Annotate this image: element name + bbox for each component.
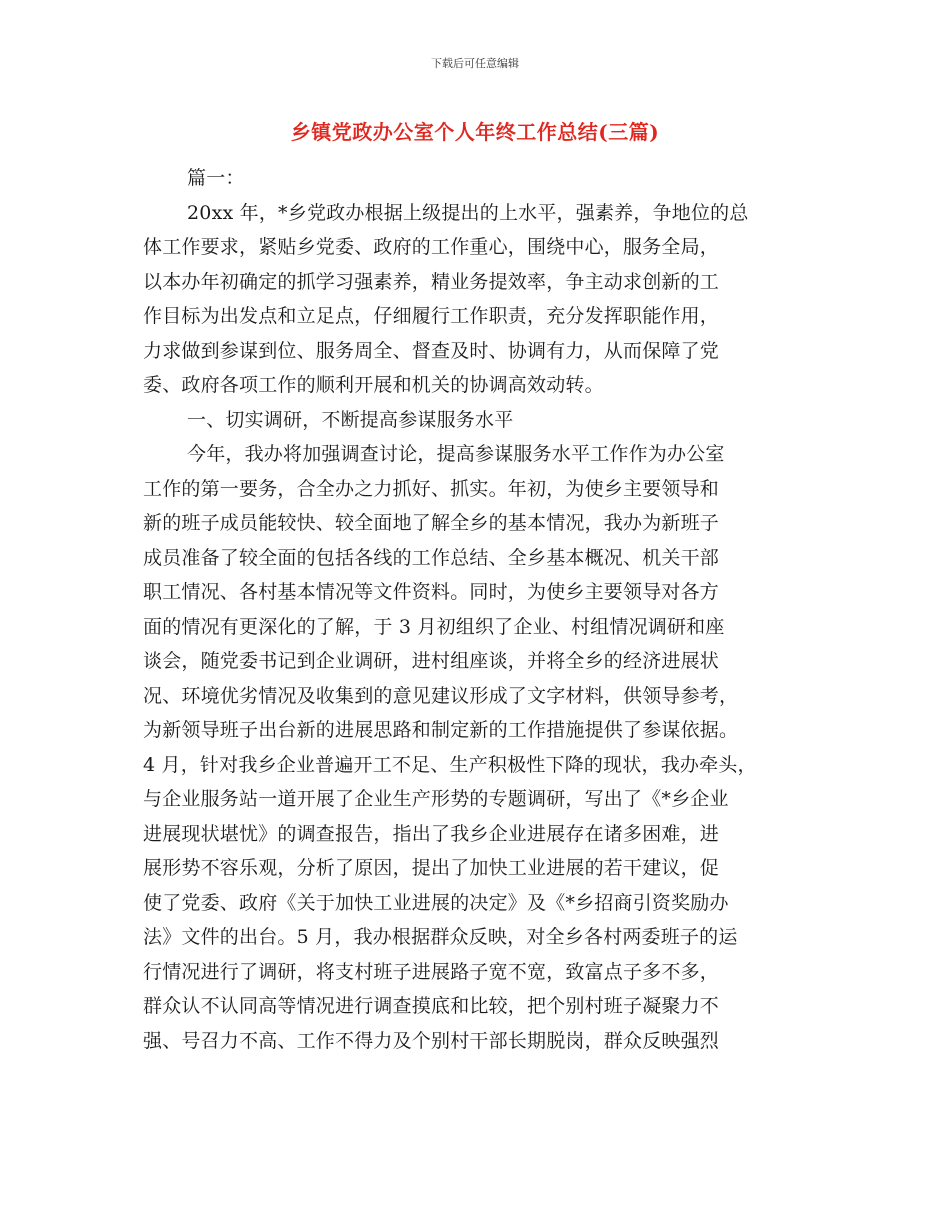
body-line: 新的班子成员能较快、较全面地了解全乡的基本情况，我办为新班子 xyxy=(143,512,720,534)
body-line: 法》文件的出台。5 月，我办根据群众反映，对全乡各村两委班子的运 xyxy=(143,926,738,948)
body-line: 群众认不认同高等情况进行调查摸底和比较，把个别村班子凝聚力不 xyxy=(143,995,720,1017)
body-line: 展形势不容乐观，分析了原因，提出了加快工业进展的若干建议，促 xyxy=(143,857,720,879)
body-line: 委、政府各项工作的顺利开展和机关的协调高效动转。 xyxy=(143,374,604,396)
body-line: 一、切实调研，不断提高参谋服务水平 xyxy=(187,408,514,431)
body-line: 作目标为出发点和立足点，仔细履行工作职责，充分发挥职能作用， xyxy=(143,305,720,327)
body-line: 面的情况有更深化的了解，于 3 月初组织了企业、村组情况调研和座 xyxy=(143,615,725,638)
body-line: 况、环境优劣情况及收集到的意见建议形成了文字材料，供领导参考， xyxy=(143,684,739,707)
body-line: 为新领导班子出台新的进展思路和制定新的工作措施提供了参谋依据。 xyxy=(143,719,739,741)
body-line: 谈会，随党委书记到企业调研，进村组座谈，并将全乡的经济进展状 xyxy=(143,650,720,672)
body-line: 力求做到参谋到位、服务周全、督查及时、协调有力，从而保障了党 xyxy=(143,339,720,362)
document-body xyxy=(143,161,823,1058)
body-line: 以本办年初确定的抓学习强素养，精业务提效率，争主动求创新的工 xyxy=(143,270,720,293)
body-line: 成员准备了较全面的包括各线的工作总结、全乡基本概况、机关干部 xyxy=(143,546,720,569)
body-line: 使了党委、政府《关于加快工业进展的决定》及《*乡招商引资奖励办 xyxy=(143,891,729,914)
body-line: 20xx 年，*乡党政办根据上级提出的上水平，强素养，争地位的总 xyxy=(187,201,749,224)
body-line: 行情况进行了调研，将支村班子进展路子宽不宽，致富点子多不多， xyxy=(143,960,720,983)
body-line: 体工作要求，紧贴乡党委、政府的工作重心，围绕中心，服务全局， xyxy=(143,236,720,258)
body-line: 与企业服务站一道开展了企业生产形势的专题调研，写出了《*乡企业 xyxy=(143,788,729,810)
document-title: 乡镇党政办公室个人年终工作总结(三篇) xyxy=(290,120,660,144)
body-line: 篇一： xyxy=(187,167,245,189)
body-line: 工作的第一要务，合全办之力抓好、抓实。年初，为使乡主要领导和 xyxy=(143,477,720,500)
body-line: 今年，我办将加强调查讨论，提高参谋服务水平工作作为办公室 xyxy=(187,443,725,465)
header-note: 下载后可任意编辑 xyxy=(431,57,519,70)
body-line: 职工情况、各村基本情况等文件资料。同时，为使乡主要领导对各方 xyxy=(143,581,720,603)
body-line: 4 月，针对我乡企业普遍开工不足、生产积极性下降的现状，我办牵头， xyxy=(143,753,757,776)
body-line: 强、号召力不高、工作不得力及个别村干部长期脱岗，群众反映强烈 xyxy=(143,1029,720,1052)
body-line: 进展现状堪忧》的调查报告，指出了我乡企业进展存在诸多困难，进 xyxy=(143,822,720,845)
